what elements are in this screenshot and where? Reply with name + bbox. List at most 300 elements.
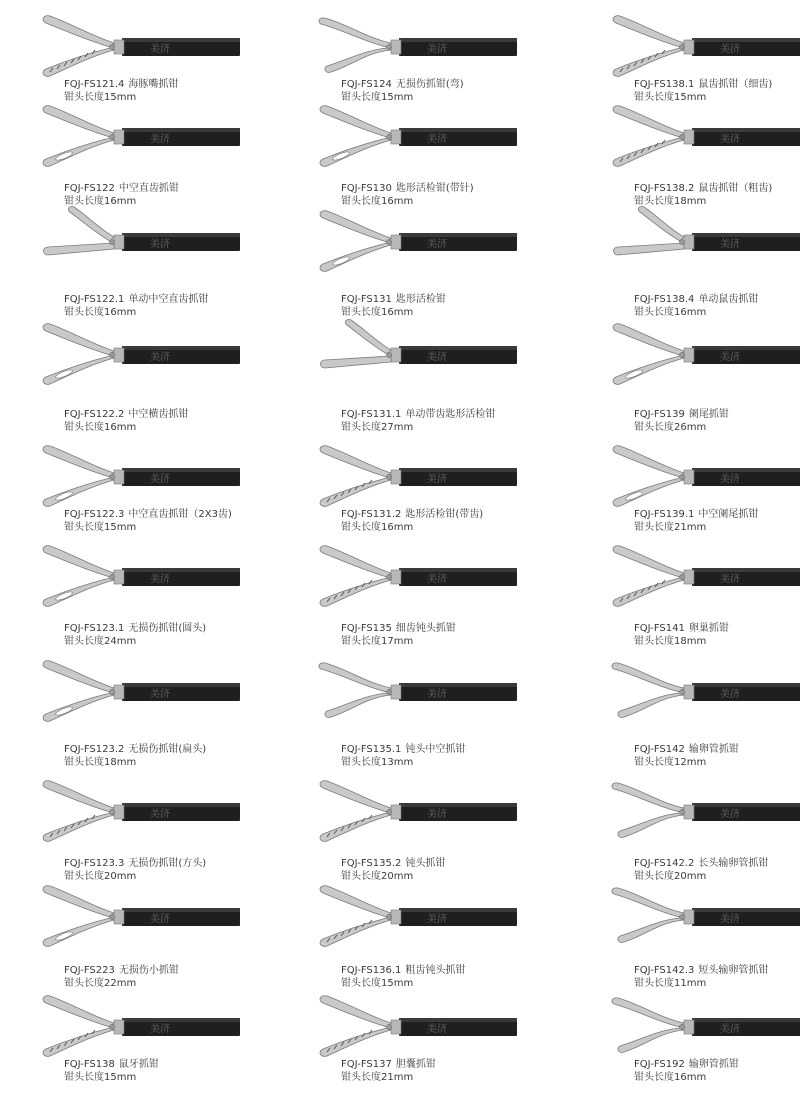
product-code: FQJ-FS142.3 bbox=[634, 965, 695, 976]
pivot-pin bbox=[680, 810, 685, 815]
forceps-drawing bbox=[307, 655, 537, 727]
jaw-length-spec bbox=[64, 1071, 136, 1084]
spec-value: 15mm bbox=[104, 92, 137, 103]
spec-value: 20mm bbox=[104, 871, 137, 882]
brand-mark: 美济 bbox=[150, 809, 170, 820]
lower-jaw bbox=[320, 578, 391, 606]
brand-mark: 美济 bbox=[150, 574, 170, 585]
product-name: 单动中空直齿抓钳 bbox=[128, 294, 209, 305]
product-code: FQJ-FS123.3 bbox=[64, 858, 125, 869]
spec-label: 钳头长度 bbox=[64, 636, 104, 647]
lower-jaw bbox=[320, 1028, 391, 1056]
collar bbox=[684, 1020, 694, 1034]
upper-jaw bbox=[612, 888, 684, 917]
product-code: FQJ-FS131.1 bbox=[341, 409, 402, 420]
pivot-pin bbox=[387, 240, 392, 245]
shaft-highlight bbox=[692, 38, 800, 42]
product-caption bbox=[341, 408, 495, 421]
forceps-drawing bbox=[30, 990, 260, 1062]
product-caption bbox=[634, 78, 772, 91]
lower-jaw bbox=[320, 918, 391, 946]
spec-value: 27mm bbox=[381, 422, 414, 433]
pivot-pin bbox=[110, 810, 115, 815]
spec-label: 钳头长度 bbox=[634, 92, 674, 103]
spec-label: 钳头长度 bbox=[341, 978, 381, 989]
product-caption bbox=[64, 293, 208, 306]
lower-jaw bbox=[613, 578, 684, 606]
spec-value: 11mm bbox=[674, 978, 707, 989]
collar bbox=[391, 40, 401, 54]
upper-jaw bbox=[612, 998, 684, 1027]
brand-mark: 美济 bbox=[427, 689, 447, 700]
product-name: 匙形活检钳(带齿) bbox=[405, 509, 484, 520]
upper-jaw bbox=[43, 324, 114, 355]
pivot-pin bbox=[680, 135, 685, 140]
shaft-highlight bbox=[399, 568, 517, 572]
lower-jaw bbox=[43, 1028, 114, 1056]
shaft-highlight bbox=[399, 346, 517, 350]
product-card bbox=[30, 100, 260, 208]
brand-mark: 美济 bbox=[150, 1024, 170, 1035]
pivot-pin bbox=[110, 240, 115, 245]
shaft-highlight bbox=[692, 908, 800, 912]
spec-label: 钳头长度 bbox=[341, 422, 381, 433]
spec-label: 钳头长度 bbox=[64, 871, 104, 882]
spec-value: 15mm bbox=[381, 978, 414, 989]
lower-jaw bbox=[43, 693, 114, 721]
lower-jaw bbox=[325, 693, 391, 717]
spec-value: 18mm bbox=[674, 636, 707, 647]
spec-label: 钳头长度 bbox=[341, 522, 381, 533]
product-name: 细齿钝头抓钳 bbox=[395, 623, 456, 634]
spec-label: 钳头长度 bbox=[64, 196, 104, 207]
spec-value: 20mm bbox=[674, 871, 707, 882]
product-name: 输卵管抓钳 bbox=[688, 1059, 739, 1070]
product-name: 匙形活检钳 bbox=[395, 294, 446, 305]
product-caption bbox=[341, 622, 456, 635]
spec-value: 15mm bbox=[381, 92, 414, 103]
collar bbox=[391, 570, 401, 584]
brand-mark: 美济 bbox=[720, 914, 740, 925]
brand-mark: 美济 bbox=[150, 134, 170, 145]
spec-value: 16mm bbox=[381, 307, 414, 318]
pivot-pin bbox=[680, 690, 685, 695]
jaw-length-spec bbox=[634, 977, 706, 990]
product-card bbox=[307, 100, 537, 208]
spec-label: 钳头长度 bbox=[634, 757, 674, 768]
shaft-highlight bbox=[399, 803, 517, 807]
product-name: 无损伤抓钳(圆头) bbox=[128, 623, 207, 634]
product-card bbox=[307, 990, 537, 1098]
forceps-drawing bbox=[30, 318, 260, 390]
forceps-drawing bbox=[30, 880, 260, 952]
forceps-drawing bbox=[30, 440, 260, 512]
shaft-highlight bbox=[122, 803, 240, 807]
pivot-pin bbox=[387, 1025, 392, 1030]
lower-jaw bbox=[320, 813, 391, 841]
collar bbox=[391, 470, 401, 484]
forceps-drawing bbox=[30, 655, 260, 727]
product-code: FQJ-FS122 bbox=[64, 183, 115, 194]
product-code: FQJ-FS136.1 bbox=[341, 965, 402, 976]
pivot-pin bbox=[387, 915, 392, 920]
lower-jaw bbox=[43, 918, 114, 946]
shaft-highlight bbox=[692, 803, 800, 807]
upper-jaw bbox=[613, 546, 684, 577]
collar bbox=[114, 235, 124, 249]
pivot-pin bbox=[387, 690, 392, 695]
collar bbox=[391, 130, 401, 144]
product-code: FQJ-FS123.1 bbox=[64, 623, 125, 634]
product-card bbox=[600, 775, 800, 883]
product-card bbox=[30, 990, 260, 1098]
product-card bbox=[30, 655, 260, 768]
product-card bbox=[600, 990, 800, 1098]
product-code: FQJ-FS130 bbox=[341, 183, 392, 194]
brand-mark: 美济 bbox=[427, 44, 447, 55]
lower-jaw bbox=[43, 356, 114, 384]
product-card bbox=[30, 540, 260, 648]
pivot-pin bbox=[110, 1025, 115, 1030]
product-name: 中空横齿抓钳 bbox=[128, 409, 189, 420]
product-caption bbox=[64, 408, 188, 421]
collar bbox=[684, 130, 694, 144]
spec-label: 钳头长度 bbox=[341, 92, 381, 103]
spec-value: 12mm bbox=[674, 757, 707, 768]
forceps-drawing bbox=[600, 100, 800, 172]
product-caption bbox=[64, 508, 232, 521]
collar bbox=[684, 235, 694, 249]
product-code: FQJ-FS131 bbox=[341, 294, 392, 305]
product-name: 输卵管抓钳 bbox=[688, 744, 739, 755]
product-name: 中空直齿抓钳（2X3齿) bbox=[128, 509, 232, 520]
shaft-highlight bbox=[122, 38, 240, 42]
spec-value: 17mm bbox=[381, 636, 414, 647]
collar bbox=[114, 910, 124, 924]
lower-jaw bbox=[320, 478, 391, 506]
forceps-drawing bbox=[600, 318, 800, 390]
forceps-drawing bbox=[30, 205, 260, 277]
lower-jaw bbox=[614, 243, 685, 255]
product-name: 鼠齿抓钳（细齿) bbox=[698, 79, 773, 90]
shaft-highlight bbox=[399, 233, 517, 237]
jaw-length-spec bbox=[341, 421, 413, 434]
product-name: 无损伤抓钳(弯) bbox=[395, 79, 464, 90]
product-card bbox=[600, 440, 800, 548]
collar bbox=[684, 40, 694, 54]
product-card bbox=[307, 205, 537, 318]
product-name: 胆囊抓钳 bbox=[395, 1059, 436, 1070]
jaw-length-spec bbox=[634, 421, 706, 434]
spec-label: 钳头长度 bbox=[634, 422, 674, 433]
product-code: FQJ-FS131.2 bbox=[341, 509, 402, 520]
spec-label: 钳头长度 bbox=[634, 196, 674, 207]
brand-mark: 美济 bbox=[427, 809, 447, 820]
spec-value: 16mm bbox=[381, 522, 414, 533]
jaw-length-spec bbox=[64, 421, 136, 434]
pivot-pin bbox=[680, 353, 685, 358]
pivot-pin bbox=[680, 915, 685, 920]
collar bbox=[114, 805, 124, 819]
shaft-highlight bbox=[122, 233, 240, 237]
shaft-highlight bbox=[399, 1018, 517, 1022]
product-code: FQJ-FS135.1 bbox=[341, 744, 402, 755]
spec-label: 钳头长度 bbox=[341, 871, 381, 882]
brand-mark: 美济 bbox=[720, 1024, 740, 1035]
jaw-length-spec bbox=[634, 635, 706, 648]
spec-value: 16mm bbox=[104, 196, 137, 207]
product-caption bbox=[341, 743, 465, 756]
upper-jaw bbox=[613, 324, 684, 355]
shaft-highlight bbox=[122, 683, 240, 687]
shaft-highlight bbox=[399, 468, 517, 472]
lower-jaw bbox=[618, 1028, 684, 1052]
upper-jaw bbox=[43, 446, 114, 477]
spec-label: 钳头长度 bbox=[341, 636, 381, 647]
product-caption bbox=[64, 622, 206, 635]
forceps-drawing bbox=[307, 540, 537, 612]
pivot-pin bbox=[680, 575, 685, 580]
brand-mark: 美济 bbox=[427, 239, 447, 250]
product-card bbox=[30, 440, 260, 548]
brand-mark: 美济 bbox=[720, 574, 740, 585]
forceps-drawing bbox=[30, 540, 260, 612]
spec-value: 13mm bbox=[381, 757, 414, 768]
spec-value: 16mm bbox=[674, 1072, 707, 1083]
spec-value: 26mm bbox=[674, 422, 707, 433]
brand-mark: 美济 bbox=[150, 689, 170, 700]
jaw-length-spec bbox=[64, 756, 136, 769]
pivot-pin bbox=[387, 810, 392, 815]
lower-jaw bbox=[618, 918, 684, 942]
product-code: FQJ-FS139 bbox=[634, 409, 685, 420]
upper-jaw bbox=[43, 996, 114, 1027]
product-name: 无损伤小抓钳 bbox=[118, 965, 179, 976]
upper-jaw bbox=[43, 546, 114, 577]
product-code: FQJ-FS142.2 bbox=[634, 858, 695, 869]
spec-label: 钳头长度 bbox=[634, 636, 674, 647]
product-code: FQJ-FS139.1 bbox=[634, 509, 695, 520]
shaft-highlight bbox=[692, 468, 800, 472]
jaw-length-spec bbox=[341, 977, 413, 990]
collar bbox=[684, 570, 694, 584]
shaft-highlight bbox=[399, 683, 517, 687]
forceps-drawing bbox=[307, 775, 537, 847]
product-name: 中空阑尾抓钳 bbox=[698, 509, 759, 520]
forceps-drawing bbox=[600, 775, 800, 847]
jaw-length-spec bbox=[341, 521, 413, 534]
product-name: 单动鼠齿抓钳 bbox=[698, 294, 759, 305]
product-name: 钝头抓钳 bbox=[405, 858, 446, 869]
product-caption bbox=[341, 964, 465, 977]
lower-jaw bbox=[43, 48, 114, 76]
lower-jaw bbox=[321, 356, 392, 368]
spec-label: 钳头长度 bbox=[64, 1072, 104, 1083]
forceps-drawing bbox=[307, 10, 537, 82]
product-caption bbox=[634, 964, 768, 977]
product-code: FQJ-FS122.1 bbox=[64, 294, 125, 305]
product-name: 鼠牙抓钳 bbox=[118, 1059, 159, 1070]
collar bbox=[391, 235, 401, 249]
pivot-pin bbox=[110, 475, 115, 480]
upper-jaw bbox=[345, 319, 391, 354]
shaft-highlight bbox=[692, 233, 800, 237]
brand-mark: 美济 bbox=[427, 914, 447, 925]
product-code: FQJ-FS138.2 bbox=[634, 183, 695, 194]
forceps-drawing bbox=[307, 100, 537, 172]
product-caption bbox=[64, 857, 206, 870]
jaw-length-spec bbox=[634, 1071, 706, 1084]
brand-mark: 美济 bbox=[720, 689, 740, 700]
brand-mark: 美济 bbox=[427, 352, 447, 363]
upper-jaw bbox=[612, 783, 684, 812]
product-card bbox=[600, 318, 800, 433]
forceps-drawing bbox=[600, 880, 800, 952]
collar bbox=[684, 910, 694, 924]
brand-mark: 美济 bbox=[427, 134, 447, 145]
spec-value: 15mm bbox=[104, 1072, 137, 1083]
lower-jaw bbox=[320, 138, 391, 166]
product-caption bbox=[341, 508, 483, 521]
product-caption bbox=[64, 743, 206, 756]
product-name: 粗齿钝头抓钳 bbox=[405, 965, 466, 976]
product-code: FQJ-FS138.4 bbox=[634, 294, 695, 305]
collar bbox=[391, 1020, 401, 1034]
shaft-highlight bbox=[122, 346, 240, 350]
product-code: FQJ-FS124 bbox=[341, 79, 392, 90]
brand-mark: 美济 bbox=[720, 239, 740, 250]
product-caption bbox=[634, 182, 772, 195]
spec-value: 18mm bbox=[674, 196, 707, 207]
product-code: FQJ-FS123.2 bbox=[64, 744, 125, 755]
pivot-pin bbox=[680, 240, 685, 245]
lower-jaw bbox=[618, 813, 684, 837]
brand-mark: 美济 bbox=[720, 474, 740, 485]
jaw-length-spec bbox=[341, 756, 413, 769]
pivot-pin bbox=[110, 45, 115, 50]
product-code: FQJ-FS141 bbox=[634, 623, 685, 634]
product-caption bbox=[634, 743, 739, 756]
spec-label: 钳头长度 bbox=[64, 978, 104, 989]
collar bbox=[114, 1020, 124, 1034]
pivot-pin bbox=[110, 575, 115, 580]
brand-mark: 美济 bbox=[720, 809, 740, 820]
upper-jaw bbox=[612, 663, 684, 692]
product-caption bbox=[64, 78, 178, 91]
product-name: 中空直齿抓钳 bbox=[118, 183, 179, 194]
shaft-highlight bbox=[399, 908, 517, 912]
spec-value: 15mm bbox=[674, 92, 707, 103]
product-card bbox=[30, 880, 260, 988]
product-name: 短头输卵管抓钳 bbox=[698, 965, 769, 976]
spec-value: 22mm bbox=[104, 978, 137, 989]
upper-jaw bbox=[613, 446, 684, 477]
product-code: FQJ-FS138.1 bbox=[634, 79, 695, 90]
pivot-pin bbox=[387, 45, 392, 50]
product-name: 鼠齿抓钳（粗齿) bbox=[698, 183, 773, 194]
collar bbox=[114, 470, 124, 484]
spec-label: 钳头长度 bbox=[634, 871, 674, 882]
collar bbox=[684, 685, 694, 699]
jaw-length-spec bbox=[64, 521, 136, 534]
brand-mark: 美济 bbox=[427, 574, 447, 585]
upper-jaw bbox=[43, 106, 114, 137]
product-code: FQJ-FS142 bbox=[634, 744, 685, 755]
spec-label: 钳头长度 bbox=[64, 92, 104, 103]
product-card bbox=[600, 880, 800, 988]
product-code: FQJ-FS223 bbox=[64, 965, 115, 976]
spec-value: 16mm bbox=[674, 307, 707, 318]
lower-jaw bbox=[43, 478, 114, 506]
shaft-highlight bbox=[122, 468, 240, 472]
upper-jaw bbox=[43, 886, 114, 917]
product-card bbox=[600, 205, 800, 318]
pivot-pin bbox=[680, 475, 685, 480]
collar bbox=[684, 805, 694, 819]
upper-jaw bbox=[319, 663, 391, 692]
product-card bbox=[307, 540, 537, 648]
spec-value: 18mm bbox=[104, 757, 137, 768]
pivot-pin bbox=[110, 353, 115, 358]
product-card bbox=[307, 775, 537, 883]
forceps-drawing bbox=[30, 100, 260, 172]
product-code: FQJ-FS135 bbox=[341, 623, 392, 634]
product-card bbox=[30, 775, 260, 883]
upper-jaw bbox=[68, 206, 114, 241]
brand-mark: 美济 bbox=[720, 134, 740, 145]
product-card bbox=[600, 100, 800, 208]
product-card bbox=[307, 440, 537, 548]
product-name: 无损伤抓钳(方头) bbox=[128, 858, 207, 869]
product-code: FQJ-FS122.2 bbox=[64, 409, 125, 420]
forceps-drawing bbox=[600, 655, 800, 727]
shaft-highlight bbox=[122, 1018, 240, 1022]
jaw-length-spec bbox=[634, 756, 706, 769]
brand-mark: 美济 bbox=[427, 1024, 447, 1035]
collar bbox=[391, 685, 401, 699]
pivot-pin bbox=[110, 915, 115, 920]
pivot-pin bbox=[387, 575, 392, 580]
collar bbox=[114, 685, 124, 699]
upper-jaw bbox=[43, 781, 114, 812]
spec-value: 21mm bbox=[674, 522, 707, 533]
upper-jaw bbox=[613, 16, 684, 47]
upper-jaw bbox=[320, 211, 391, 242]
product-name: 钝头中空抓钳 bbox=[405, 744, 466, 755]
brand-mark: 美济 bbox=[150, 239, 170, 250]
product-caption bbox=[341, 1058, 436, 1071]
forceps-drawing bbox=[30, 775, 260, 847]
lower-jaw bbox=[43, 138, 114, 166]
upper-jaw bbox=[43, 661, 114, 692]
upper-jaw bbox=[638, 206, 684, 241]
lower-jaw bbox=[320, 243, 391, 271]
spec-value: 16mm bbox=[381, 196, 414, 207]
spec-value: 20mm bbox=[381, 871, 414, 882]
collar bbox=[114, 130, 124, 144]
brand-mark: 美济 bbox=[427, 474, 447, 485]
collar bbox=[684, 470, 694, 484]
brand-mark: 美济 bbox=[720, 352, 740, 363]
product-caption bbox=[64, 182, 179, 195]
lower-jaw bbox=[613, 48, 684, 76]
upper-jaw bbox=[43, 16, 114, 47]
product-caption bbox=[341, 857, 445, 870]
forceps-drawing bbox=[30, 10, 260, 82]
upper-jaw bbox=[320, 996, 391, 1027]
lower-jaw bbox=[618, 693, 684, 717]
product-name: 长头输卵管抓钳 bbox=[698, 858, 769, 869]
